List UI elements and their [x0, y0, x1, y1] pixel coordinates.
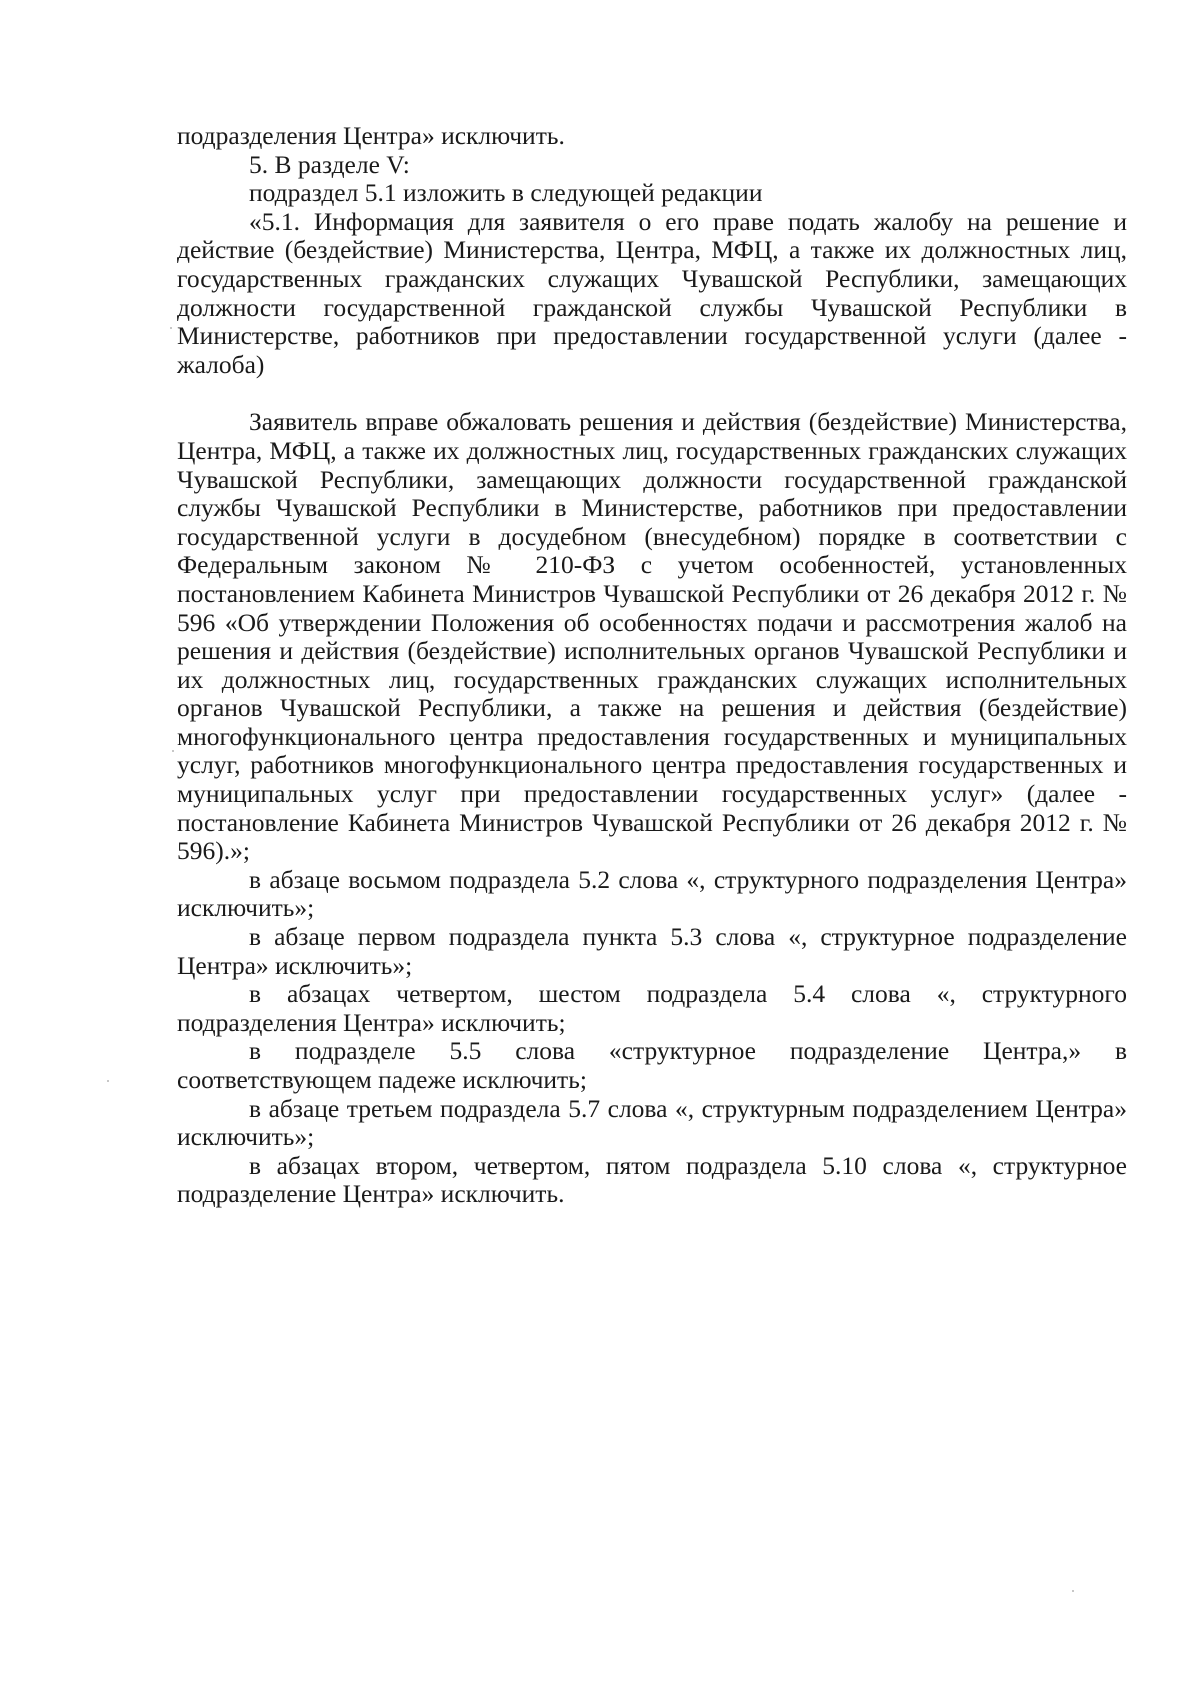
paragraph-amendment-5-2: в абзаце восьмом подраздела 5.2 слова «, структурного подразделения Центра» исключить»; [177, 864, 1127, 923]
document-body [177, 122, 1127, 1209]
scan-speck [170, 327, 172, 329]
paragraph-section-5-heading: 5. В разделе V: [249, 149, 410, 179]
paragraph-amendment-5-5: в подразделе 5.5 слова «структурное подразделение Центра,» в соответствующем падеже исключить; [177, 1036, 1127, 1094]
paragraph-amendment-5-10: в абзацах втором, четвертом, пятом подраздела 5.10 слова «, структурное подразделение Центра» исключить. [177, 1150, 1127, 1209]
scan-speck [172, 750, 174, 752]
paragraph-amendment-5-7: в абзаце третьем подраздела 5.7 слова «, структурным подразделением Центра» исключить»; [177, 1093, 1127, 1152]
paragraph-gap [177, 379, 1127, 408]
paragraph-amendment-5-4: в абзацах четвертом, шестом подраздела 5.4 слова «, структурного подразделения Центра» исключить; [177, 979, 1127, 1037]
paragraph-subsection-5-1-intro: подраздел 5.1 изложить в следующей редакции [249, 178, 763, 208]
scan-speck [107, 1080, 109, 1082]
paragraph-subsection-5-1-title: «5.1. Информация для заявителя о его праве подать жалобу на решение и действие (бездействие) Министерства, Центра, МФЦ, а также их должностных лиц, государственных гражданских служащих Чувашской Республики, замещающих должности государственной гражданской службы Чувашской Республики в Министерстве, работников при предоставлении государственной услуги (далее - жалоба) [177, 206, 1127, 379]
paragraph-appeal-right: Заявитель вправе обжаловать решения и действия (бездействие) Министерства, Центра, МФЦ, а также их должностных лиц, государственных гражданских служащих Чувашской Республики, замещающих должности государственной гражданской службы Чувашской Республики в Министерстве, работников при предоставлении государственной услуги в досудебном (внесудебном) порядке в соответствии с Федеральным законом № 210-ФЗ с учетом особенностей, установленных постановлением Кабинета Министров Чувашской Республики от 26 декабря 2012 г. № 596 «Об утверждении Положения об особенностях подачи и рассмотрения жалоб на решения и действия (бездействие) исполнительных органов Чувашской Республики и их должностных лиц, государственных гражданских служащих исполнительных органов Чувашской Республики, а также на решения и действия (бездействие) многофункционального центра предоставления государственных и муниципальных услуг, работников многофункционального центра предоставления государственных и муниципальных услуг при предоставлении государственных услуг» (далее - постановление Кабинета Министров Чувашской Республики от 26 декабря 2012 г. № 596).»; [177, 407, 1127, 866]
paragraph-continuation: подразделения Центра» исключить. [177, 121, 565, 150]
scan-speck [1072, 1590, 1074, 1592]
paragraph-amendment-5-3: в абзаце первом подраздела пункта 5.3 слова «, структурное подразделение Центра» исключить»; [177, 922, 1127, 980]
